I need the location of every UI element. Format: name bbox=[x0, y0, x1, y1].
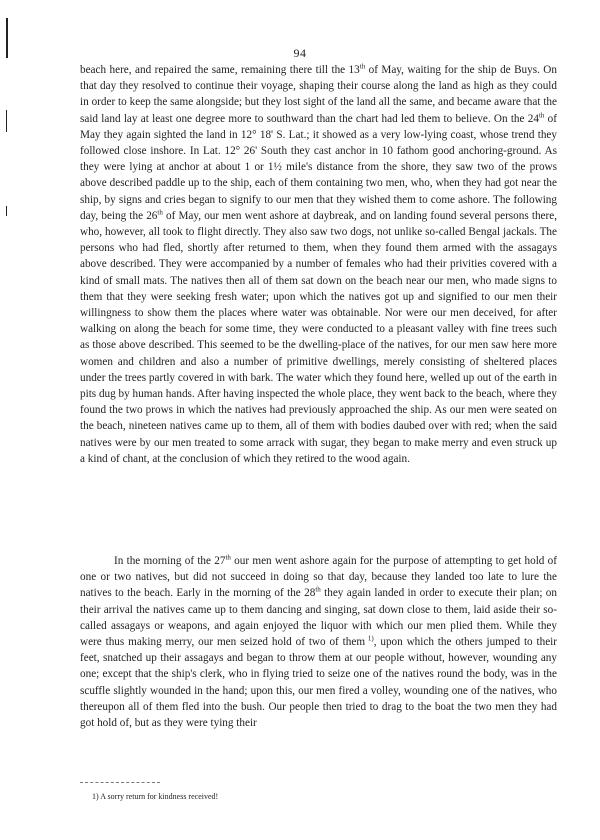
superscript: th bbox=[359, 62, 366, 71]
superscript: th bbox=[157, 208, 163, 217]
paragraph-text: of May they again sighted the land in 12° 18' S. Lat.; it showed as a very low-lying coast, whose trend they followed close inshore. In Lat. 12° 26' South they cast anchor in 10 fathom good anchoring-ground. As they were lying at anchor at about 1 or 1½ mile's distance from the shore, they saw two of the prows above described paddle up to the ship, each of them containing two men, who, when they had got near the ship, by signs and cries began to signify to our men that they wished them to come ashore. The following day, being the 26 bbox=[80, 112, 557, 222]
footnote: 1) A sorry return for kindness received! bbox=[92, 792, 219, 801]
superscript: th bbox=[315, 585, 321, 594]
binding-mark bbox=[6, 110, 7, 132]
superscript: th bbox=[225, 553, 231, 562]
paragraph-text: , upon which the others jumped to their feet, snatched up their assagays and began to throw them at our people without, however, wounding any one; except that the ship's clerk, who in flying tried to seize one of the natives round the body, was in the scuffle slightly wounded in the hand; upon this, our men fired a volley, wounding one of the natives, who thereupon all of them fled into the bush. Our people then tried to drag to the boat the two men they had got hold of, but as they were tying their bbox=[80, 636, 558, 730]
superscript: th bbox=[538, 110, 545, 119]
page-number: 94 bbox=[293, 46, 307, 60]
paragraph-text: of May, waiting for the ship de Buys. On that day they resolved to continue their voyage, shaping their course along the land as high as they could in order to keep the same alongside; but they lost sight of the land all the same, and became aware that the said land lay at least one degree more to southward than the chart had led them to believe. On the 24 bbox=[80, 64, 557, 125]
paragraph-text: In the morning of the 27 bbox=[114, 555, 226, 567]
paragraph-text: beach here, and repaired the same, remaining there till the 13 bbox=[80, 64, 360, 76]
body-paragraph bbox=[80, 553, 557, 731]
footnote-marker: 1) bbox=[365, 634, 374, 643]
paragraph-text: our men went ashore again for the purpose of attempting to get hold of one or two natives, but did not succeed in doing so that day, because they landed too late to lure the natives to the beach. Early in the morning of the 28 bbox=[80, 555, 557, 600]
paragraph-text: they again landed in order to execute their plan; on their arrival the natives came up to them dancing and singing, sat down close to them, laid aside their so-called assagays or weapons, and again enjoyed the liquor with which our men plied them. While they were thus making merry, our men seized hold of two of them bbox=[80, 587, 557, 649]
footnote-divider bbox=[80, 782, 160, 783]
paragraph-text: of May, our men went ashore at daybreak, and on landing found several persons there, who, however, all took to flight directly. They also saw two dogs, not unlike so-called Bengal jackals. The persons who had fled, shortly after returned to them, when they found them armed with the assagays above described. They were accompanied by a number of females who had their privities covered with a kind of small mats. The natives then all of them sat down on the beach near our men, who made signs to them that they were seeking fresh water; upon which the natives got up and signified to our men their willingness to show them the places where water was obtainable. Nor were our men deceived, for after walking on along the beach for some time, they were conducted to a pleasant valley with fine trees such as those above described. This seemed to be the dwelling-place of the natives, for our men saw here more women and children and also a number of primitive dwellings, merely consisting of sheltered places under the trees partly covered in with bark. The water which they found here, welled up out of the earth in pits dug by human hands. After having inspected the whole place, they went back to the beach, where they found the two prows in which the natives had previously approached the ship. As our men were seated on the beach, nineteen natives came up to them, all of them with bodies daubed over with red; when the said natives were by our men treated to some arrack with sugar, they began to make merry and even struck up a kind of chant, at the conclusion of which they retired to the wood again. bbox=[80, 209, 557, 465]
body-paragraph bbox=[80, 62, 557, 467]
binding-mark bbox=[6, 206, 7, 216]
